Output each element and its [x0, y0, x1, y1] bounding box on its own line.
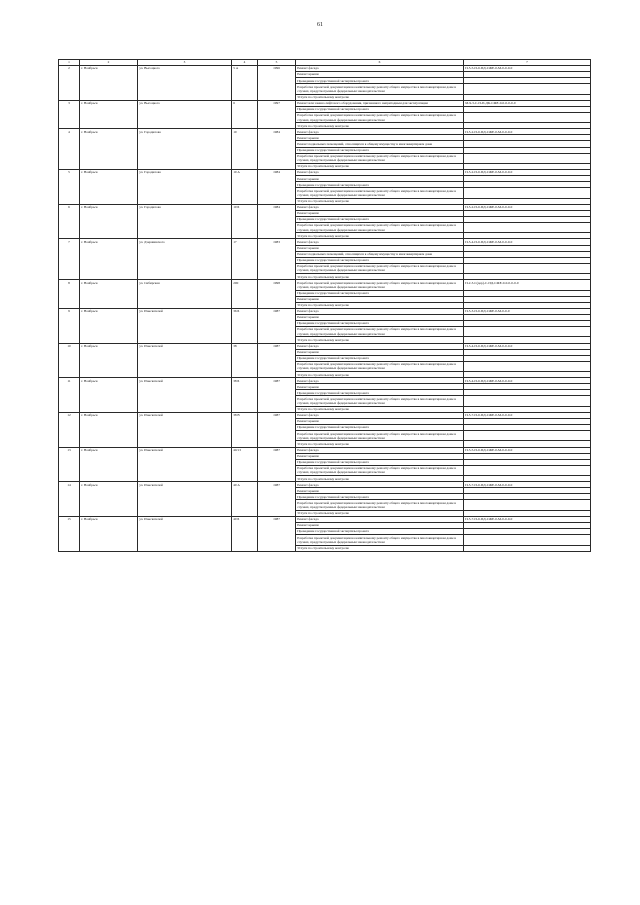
work-item-cell: Услуги по строительному контролю — [296, 163, 464, 169]
city-cell: г. Ноябрьск — [80, 412, 138, 447]
work-item-cell: Ремонт фасада — [296, 129, 464, 135]
year-cell: 1987 — [258, 308, 296, 343]
work-item-cell: Проведение государственной экспертизы проекта — [296, 216, 464, 222]
work-item-cell: Услуги по строительному контролю — [296, 123, 464, 129]
house-number-cell: 17 — [232, 239, 258, 280]
code-cell: П-5-5-П-0-ПД-СЖЕ-0-М-0-0-0-0 — [464, 447, 591, 453]
work-item-cell: Ремонт фасада — [296, 412, 464, 418]
code-cell — [464, 188, 591, 198]
work-item-cell: Ремонт фасада — [296, 66, 464, 72]
work-item-cell: Ремонт фасада — [296, 447, 464, 453]
code-cell — [464, 84, 591, 94]
work-item-cell: Ремонт фасада — [296, 204, 464, 210]
year-cell: 1987 — [258, 447, 296, 482]
work-item-cell: Ремонт крыши — [296, 245, 464, 251]
code-cell: П-5-7-П-0-ПД-СЖЕ-0-М-0-0-0-0 — [464, 516, 591, 522]
page-number: 61 — [317, 22, 323, 28]
work-item-cell: Ремонт крыши — [296, 72, 464, 78]
row-number: 2 — [59, 66, 80, 101]
work-item-cell: Ремонт подвальных помещений, относящихся к общему имуществу в многоквартирном доме — [296, 141, 464, 147]
work-item-cell: Ремонт фасада — [296, 308, 464, 314]
work-item-cell: Проведение государственной экспертизы проекта — [296, 355, 464, 361]
street-cell: ул. Сибирская — [138, 280, 232, 309]
city-cell: г. Ноябрьск — [80, 204, 138, 239]
year-cell: 1987 — [258, 412, 296, 447]
work-item-cell: Разработка проектной документации на капитальному ремонту общего имущества в многоквартирном доме в случаях, предусмотренных федеральным законодательством — [296, 465, 464, 475]
street-cell: ул. Высоцкого — [138, 66, 232, 101]
work-item-cell: Ремонт фасада — [296, 378, 464, 384]
year-cell: 1987 — [258, 378, 296, 413]
city-cell: г. Ноябрьск — [80, 100, 138, 129]
work-item-cell: Проведение государственной экспертизы проекта — [296, 529, 464, 535]
work-item-cell: Разработка проектной документации на капитальному ремонту общего имущества в многоквартирном доме в случаях, предусмотренных федеральным законодательством — [296, 280, 464, 290]
work-item-cell: Услуги по строительному контролю — [296, 510, 464, 516]
work-item-cell: Услуги по строительному контролю — [296, 441, 464, 447]
code-cell — [464, 396, 591, 406]
work-item-cell: Разработка проектной документации на капитальному ремонту общего имущества в многоквартирном доме в случаях, предусмотренных федеральным законодательством — [296, 431, 464, 441]
street-cell: ул. Изыскателей — [138, 516, 232, 551]
header-cell-2: 2 — [80, 60, 138, 66]
code-cell: П-5-3-П-0-ПД-СЖЕ-0-М-0-0-0 — [464, 308, 591, 314]
code-cell — [464, 465, 591, 475]
work-item-cell: Ремонт крыши — [296, 135, 464, 141]
work-item-cell: Услуги по строительному контролю — [296, 337, 464, 343]
code-cell — [464, 222, 591, 232]
work-item-cell: Проведение государственной экспертизы проекта — [296, 320, 464, 326]
work-item-cell: Разработка проектной документации на капитальному ремонту общего имущества в многоквартирном доме в случаях, предусмотренных федеральным законодательством — [296, 361, 464, 371]
code-cell — [464, 500, 591, 510]
code-cell: П-5-7-П-0-ПД-СЖЕ-0-М-0-0-0-0 — [464, 412, 591, 418]
work-item-cell: Услуги по строительному контролю — [296, 198, 464, 204]
work-item-cell: Проведение государственной экспертизы проекта — [296, 106, 464, 112]
year-cell: 1997 — [258, 100, 296, 129]
house-number-cell: 38 В — [232, 412, 258, 447]
city-cell: г. Ноябрьск — [80, 308, 138, 343]
work-item-cell: Проведение государственной экспертизы проекта — [296, 147, 464, 153]
city-cell: г. Ноябрьск — [80, 280, 138, 309]
city-cell: г. Ноябрьск — [80, 170, 138, 205]
work-item-cell: Услуги по строительному контролю — [296, 372, 464, 378]
code-cell: П-5-4-П-0-ПД-СЖЕ-0-М-0-0-0-0 — [464, 343, 591, 349]
code-cell: М-9-3-С-П-П-ДК-СЖЕ-0-0-0-0-0-0 — [464, 100, 591, 106]
work-item-cell: Разработка проектной документации на капитальному ремонту общего имущества в многоквартирном доме в случаях, предусмотренных федеральным законодательством — [296, 84, 464, 94]
city-cell: г. Ноябрьск — [80, 239, 138, 280]
street-cell: ул. Дзержинского — [138, 239, 232, 280]
code-cell — [464, 327, 591, 337]
street-cell: ул. Городилова — [138, 129, 232, 170]
code-cell — [464, 153, 591, 163]
work-item-cell: Ремонт фасада — [296, 343, 464, 349]
street-cell: ул. Изыскателей — [138, 343, 232, 378]
row-number: 10 — [59, 343, 80, 378]
house-number-cell: 40/13 — [232, 447, 258, 482]
work-item-cell: Разработка проектной документации на капитальному ремонту общего имущества в многоквартирном доме в случаях, предусмотренных федеральным законодательством — [296, 396, 464, 406]
header-cell-1: 1 — [59, 60, 80, 66]
work-item-cell: Проведение государственной экспертизы проекта — [296, 290, 464, 296]
row-number: 5 — [59, 170, 80, 205]
code-cell — [464, 263, 591, 273]
year-cell: 1984 — [258, 204, 296, 239]
work-item-cell: Ремонт крыши — [296, 176, 464, 182]
code-cell: П-5-2-П-0-ПД-СЖЕ-0-М-0-0-0-0 — [464, 129, 591, 135]
code-cell — [464, 361, 591, 371]
work-item-cell: Ремонт крыши — [296, 349, 464, 355]
work-item-cell: Разработка проектной документации на капитальному ремонту общего имущества в многоквартирном доме в случаях, предусмотренных федеральным законодательством — [296, 535, 464, 545]
code-cell: П-5-5-П-0-ПД-СЖЕ-0-М-0-0-0-0 — [464, 66, 591, 72]
city-cell: г. Ноябрьск — [80, 482, 138, 517]
work-item-cell: Разработка проектной документации на капитальному ремонту общего имущества в многоквартирном доме в случаях, предусмотренных федеральным законодательством — [296, 222, 464, 232]
city-cell: г. Ноябрьск — [80, 378, 138, 413]
work-item-cell: Проведение государственной экспертизы проекта — [296, 78, 464, 84]
work-item-cell: Услуги по строительному контролю — [296, 476, 464, 482]
year-cell: 1984 — [258, 129, 296, 170]
capital-repair-table — [58, 59, 591, 552]
house-number-cell: 10 А — [232, 170, 258, 205]
table-row — [59, 100, 591, 106]
row-number: 13 — [59, 447, 80, 482]
year-cell: 1983 — [258, 239, 296, 280]
work-item-cell: Ремонт подвальных помещений, относящихся к общему имуществу в многоквартирном доме — [296, 251, 464, 257]
work-item-cell: Проведение государственной экспертизы проекта — [296, 459, 464, 465]
work-item-cell: Разработка проектной документации на капитальному ремонту общего имущества в многоквартирном доме в случаях, предусмотренных федеральным законодательством — [296, 112, 464, 122]
row-number: 4 — [59, 129, 80, 170]
work-item-cell: Ремонт крыши — [296, 314, 464, 320]
work-item-cell: Услуги по строительному контролю — [296, 406, 464, 412]
work-item-cell: Ремонт крыши — [296, 210, 464, 216]
work-item-cell: Ремонт крыши — [296, 384, 464, 390]
house-number-cell: 10 — [232, 129, 258, 170]
table-body — [59, 66, 591, 552]
work-item-cell: Ремонт крыши — [296, 418, 464, 424]
house-number-cell: 6 — [232, 100, 258, 129]
city-cell: г. Ноябрьск — [80, 66, 138, 101]
table-row — [59, 280, 591, 290]
row-number: 8 — [59, 280, 80, 309]
house-number-cell: 40 А — [232, 482, 258, 517]
street-cell: ул. Изыскателей — [138, 308, 232, 343]
work-item-cell: Услуги по строительному контролю — [296, 233, 464, 239]
row-number: 15 — [59, 516, 80, 551]
row-number: 12 — [59, 412, 80, 447]
year-cell: 1984 — [258, 170, 296, 205]
work-item-cell: Услуги по строительному контролю — [296, 302, 464, 308]
street-cell: ул. Изыскателей — [138, 412, 232, 447]
row-number: 9 — [59, 308, 80, 343]
code-cell: П-5-4-П-0-ПД-СЖЕ-0-М-0-0-0-0 — [464, 239, 591, 245]
street-cell: ул. Изыскателей — [138, 447, 232, 482]
work-item-cell: Разработка проектной документации на капитальному ремонту общего имущества в многоквартирном доме в случаях, предусмотренных федеральным законодательством — [296, 188, 464, 198]
work-item-cell: Разработка проектной документации на капитальному ремонту общего имущества в многоквартирном доме в случаях, предусмотренных федеральным законодательством — [296, 500, 464, 510]
house-number-cell: 38 Б — [232, 378, 258, 413]
city-cell: г. Ноябрьск — [80, 129, 138, 170]
work-item-cell: Услуги по строительному контролю — [296, 274, 464, 280]
header-cell-4: 4 — [232, 60, 258, 66]
year-cell: 1987 — [258, 482, 296, 517]
code-cell: П-2-3-С(дер)-С-ПД-СЖЕ-0-0-0-0-0-0 — [464, 280, 591, 290]
code-cell — [464, 431, 591, 441]
work-item-cell: Ремонт фасада — [296, 516, 464, 522]
year-cell: 1987 — [258, 343, 296, 378]
work-item-cell: Ремонт крыши — [296, 453, 464, 459]
header-cell-7: 7 — [464, 60, 591, 66]
house-number-cell: 10 Б — [232, 204, 258, 239]
work-item-cell: Проведение государственной экспертизы проекта — [296, 390, 464, 396]
street-cell: ул. Изыскателей — [138, 378, 232, 413]
work-item-cell: Ремонт или замена лифтового оборудования, признанного непригодным для эксплуатации — [296, 100, 464, 106]
code-cell — [464, 112, 591, 122]
row-number: 6 — [59, 204, 80, 239]
work-item-cell: Разработка проектной документации на капитальному ремонту общего имущества в многоквартирном доме в случаях, предусмотренных федеральным законодательством — [296, 327, 464, 337]
code-cell — [464, 535, 591, 545]
house-number-cell: 40 Б — [232, 516, 258, 551]
year-cell: 1987 — [258, 516, 296, 551]
year-cell: 1998 — [258, 280, 296, 309]
year-cell: 1996 — [258, 66, 296, 101]
street-cell: ул. Высоцкого — [138, 100, 232, 129]
row-number: 3 — [59, 100, 80, 129]
header-cell-3: 3 — [138, 60, 232, 66]
code-cell: П-5-2-П-0-ПД-СЖЕ-0-М-0-0-0-0 — [464, 170, 591, 176]
row-number: 14 — [59, 482, 80, 517]
house-number-cell: 36 Б — [232, 308, 258, 343]
row-number: 7 — [59, 239, 80, 280]
work-item-cell: Услуги по строительному контролю — [296, 94, 464, 100]
city-cell: г. Ноябрьск — [80, 516, 138, 551]
work-item-cell: Ремонт крыши — [296, 523, 464, 529]
house-number-cell: 5 А — [232, 66, 258, 101]
work-item-cell: Проведение государственной экспертизы проекта — [296, 257, 464, 263]
work-item-cell: Проведение государственной экспертизы проекта — [296, 425, 464, 431]
work-item-cell: Ремонт крыши — [296, 296, 464, 302]
code-cell: П-5-7-П-0-ПД-СЖЕ-0-М-0-0-0-0 — [464, 482, 591, 488]
work-item-cell: Ремонт фасада — [296, 482, 464, 488]
work-item-cell: Ремонт крыши — [296, 488, 464, 494]
work-item-cell: Проведение государственной экспертизы проекта — [296, 182, 464, 188]
work-item-cell: Услуги по строительному контролю — [296, 545, 464, 551]
house-number-cell: 38 — [232, 343, 258, 378]
work-item-cell: Разработка проектной документации на капитальному ремонту общего имущества в многоквартирном доме в случаях, предусмотренных федеральным законодательством — [296, 153, 464, 163]
work-item-cell: Ремонт фасада — [296, 239, 464, 245]
city-cell: г. Ноябрьск — [80, 447, 138, 482]
work-item-cell: Ремонт фасада — [296, 170, 464, 176]
code-cell — [464, 545, 591, 551]
header-cell-6: 6 — [296, 60, 464, 66]
city-cell: г. Ноябрьск — [80, 343, 138, 378]
house-number-cell: 200 — [232, 280, 258, 309]
street-cell: ул. Городилова — [138, 204, 232, 239]
work-item-cell: Разработка проектной документации на капитальному ремонту общего имущества в многоквартирном доме в случаях, предусмотренных федеральным законодательством — [296, 263, 464, 273]
code-cell: П-5-4-П-0-ПД-СЖЕ-0-М-0-0-0-0 — [464, 378, 591, 384]
header-cell-5: 5 — [258, 60, 296, 66]
row-number: 11 — [59, 378, 80, 413]
street-cell: ул. Изыскателей — [138, 482, 232, 517]
street-cell: ул. Городилова — [138, 170, 232, 205]
work-item-cell: Проведение государственной экспертизы проекта — [296, 494, 464, 500]
code-cell: П-5-2-П-0-ПД-СЖЕ-0-М-0-0-0-0 — [464, 204, 591, 210]
